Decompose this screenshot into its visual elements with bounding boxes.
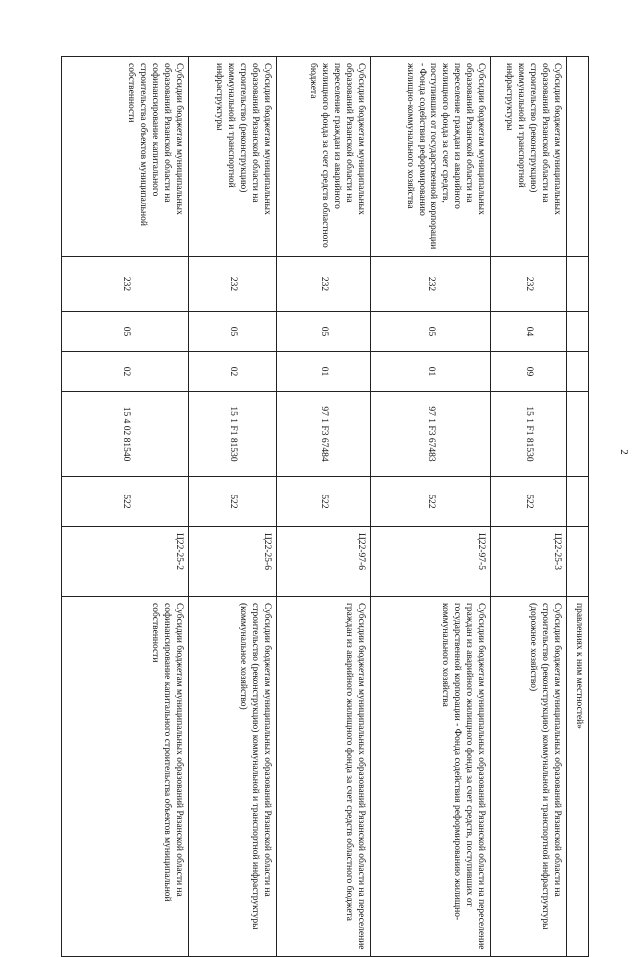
row-code: Ц22-25-2 bbox=[62, 527, 189, 597]
table-row bbox=[62, 57, 189, 957]
row-vr: 522 bbox=[277, 477, 371, 527]
table-row bbox=[491, 57, 567, 957]
row-new-name: Субсидии бюджетам муниципальных образований Рязанской области на софинансирование капитального строительства объектов муниципальной собственности bbox=[62, 597, 189, 957]
row-new-name: Субсидии бюджетам муниципальных образований Рязанской области на переселение граждан из аварийного жилищного фонда за счет средств, поступивших от государственной корпорации - Фонда содействия реформированию жилищно-коммунального хозяйства bbox=[371, 597, 491, 957]
row-name: Субсидии бюджетам муниципальных образований Рязанской области на строительство (реконструкцию) коммунальной и транспортной инфраструктуры bbox=[491, 57, 567, 257]
row-name: Субсидии бюджетам муниципальных образований Рязанской области на строительство (реконструкцию) коммунальной и транспортной инфраструктуры bbox=[189, 57, 277, 257]
table-row bbox=[189, 57, 277, 957]
row-admin: 232 bbox=[491, 257, 567, 312]
row-target: 97 1 F3 67484 bbox=[277, 392, 371, 477]
row-vr: 522 bbox=[62, 477, 189, 527]
row-target: 15 1 F1 81530 bbox=[189, 392, 277, 477]
row-section: 05 bbox=[371, 312, 491, 352]
document-table-rotated bbox=[62, 56, 589, 956]
row-new-name: Субсидии бюджетам муниципальных образований Рязанской области на переселение граждан из аварийного жилищного фонда за счет средств областного бюджета bbox=[277, 597, 371, 957]
row-name: Субсидии бюджетам муниципальных образований Рязанской области на переселение граждан из аварийного жилищного фонда за счет средств областного бюджета bbox=[277, 57, 371, 257]
row-vr: 522 bbox=[371, 477, 491, 527]
row-name: Субсидии бюджетам муниципальных образований Рязанской области на переселение граждан из аварийного жилищного фонда за счет средств, поступивших от государственной корпорации - Фонда содействия реформированию жилищно-коммунального хозяйства bbox=[371, 57, 491, 257]
row-vr: 522 bbox=[189, 477, 277, 527]
row-subsection: 01 bbox=[277, 352, 371, 392]
row-section: 05 bbox=[62, 312, 189, 352]
table-row bbox=[277, 57, 371, 957]
row-admin: 232 bbox=[62, 257, 189, 312]
row-admin: 232 bbox=[371, 257, 491, 312]
budget-classification-table bbox=[61, 56, 589, 957]
table-row bbox=[371, 57, 491, 957]
row-subsection: 02 bbox=[189, 352, 277, 392]
row-code: Ц22-97-5 bbox=[371, 527, 491, 597]
row-name: Субсидии бюджетам муниципальных образований Рязанской области на софинансирование капитального строительства объектов муниципальной собственности bbox=[62, 57, 189, 257]
row-section: 04 bbox=[491, 312, 567, 352]
row-vr: 522 bbox=[491, 477, 567, 527]
row-code: Ц22-97-6 bbox=[277, 527, 371, 597]
row-new-name: Субсидии бюджетам муниципальных образований Рязанской области на строительство (реконструкцию) коммунальной и транспортной инфраструктуры (коммунальное хозяйство) bbox=[189, 597, 277, 957]
row-subsection: 02 bbox=[62, 352, 189, 392]
row-target: 15 1 F1 81530 bbox=[491, 392, 567, 477]
row-code: Ц22-25-3 bbox=[491, 527, 567, 597]
row-code: Ц22-25-6 bbox=[189, 527, 277, 597]
row-subsection: 09 bbox=[491, 352, 567, 392]
top-row-text: правлениях к ним местностей» bbox=[567, 597, 589, 957]
row-admin: 232 bbox=[189, 257, 277, 312]
row-section: 05 bbox=[189, 312, 277, 352]
page-number: 2 bbox=[617, 449, 630, 455]
row-subsection: 01 bbox=[371, 352, 491, 392]
table-row-top bbox=[567, 57, 589, 957]
row-admin: 232 bbox=[277, 257, 371, 312]
row-section: 05 bbox=[277, 312, 371, 352]
row-new-name: Субсидии бюджетам муниципальных образований Рязанской области на строительство (реконструкцию) коммунальной и транспортной инфраструктуры (дорожное хозяйство) bbox=[491, 597, 567, 957]
row-target: 97 1 F3 67483 bbox=[371, 392, 491, 477]
row-target: 15 4 02 81540 bbox=[62, 392, 189, 477]
